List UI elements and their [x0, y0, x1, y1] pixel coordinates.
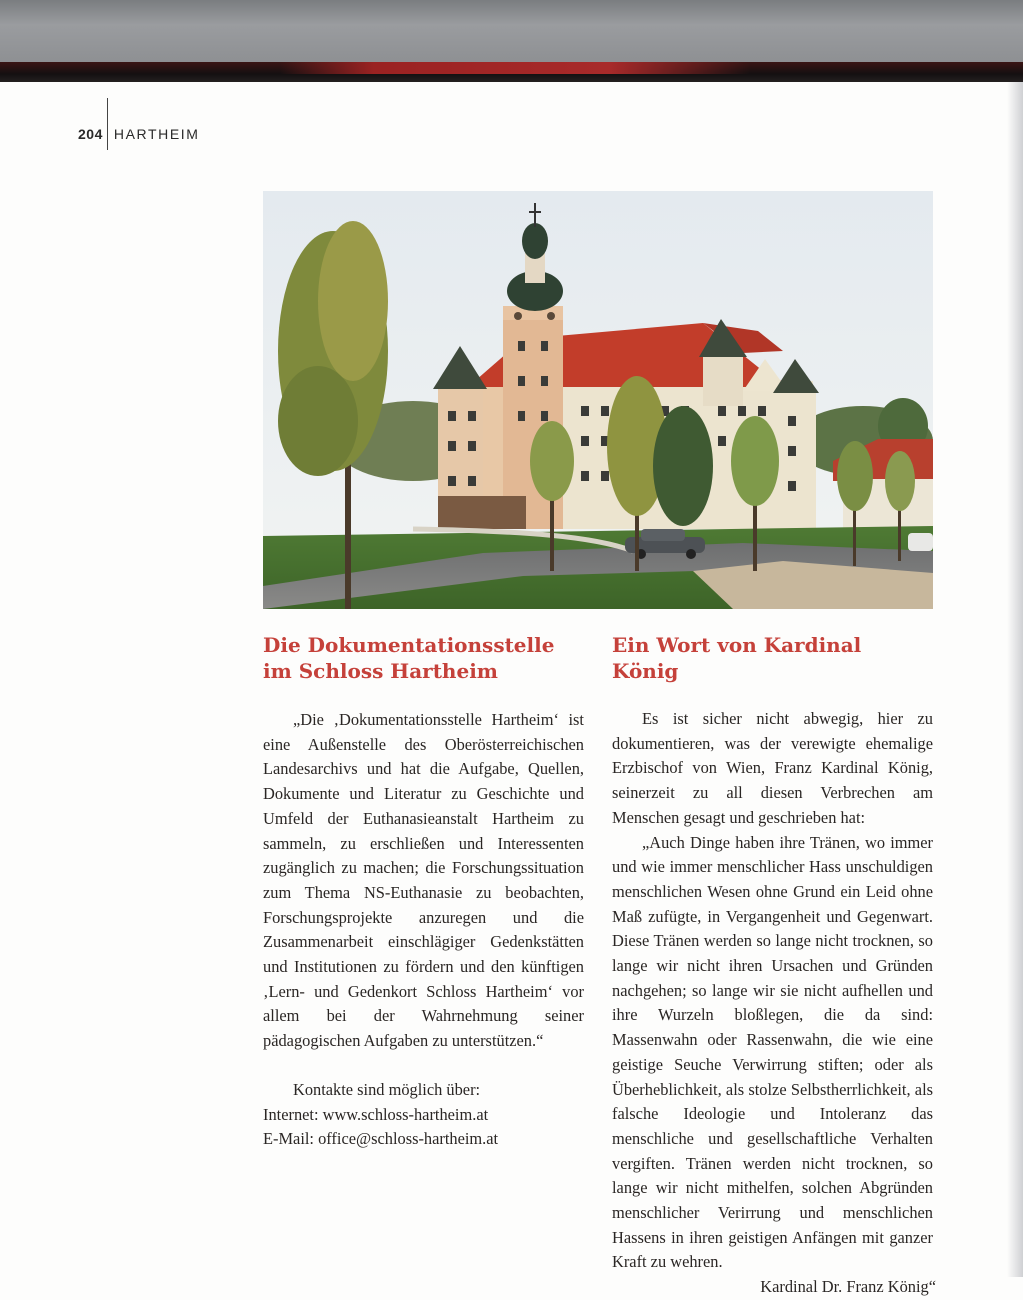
right-heading: Ein Wort von Kardinal König — [612, 633, 862, 683]
red-cover-edge — [280, 62, 750, 74]
right-column — [612, 632, 936, 1300]
contact-email: E-Mail: office@schloss-hartheim.at — [263, 1129, 499, 1149]
left-heading-line2: im Schloss Hartheim — [263, 659, 498, 683]
signature: Kardinal Dr. Franz König“ — [760, 1277, 936, 1297]
section-title: HARTHEIM — [113, 126, 200, 142]
castle-photo — [263, 191, 933, 609]
koenig-quote: „Auch Dinge haben ihre Tränen, wo immer und wie immer menschlicher Hass unschuldigen menschlichen Wesen ohne Grund ein Leid ohne Maß zufügte, in Vergangenheit und Gegenwart. Diese Tränen werden so lange nicht trocknen, so lange wir nicht ihren Ursachen und Gründen nachgehen; so lange wir sie nicht aufhellen und ihre Wurzeln bloßlegen, die da sind: Massenwahn oder Rassenwahn, die wie eine geistige Seuche Verwirrung stiften; oder als Überheblichkeit, als stolze Selbstherrlichkeit, als falsche Ideologie und Intoleranz das menschliche und gesellschaftliche Verhalten vergiften. Tränen werden nicht trocknen, so lange wir nicht mithelfen, solchen Abgründen menschlicher Verirrung und menschlichen Hassens in ihren geistigen Anfängen mit ganzer Kraft zu wehren. — [612, 832, 933, 1272]
scan-top-strip — [0, 0, 1023, 62]
running-header — [78, 108, 200, 160]
contact-internet: Internet: www.schloss-hartheim.at — [263, 1104, 489, 1124]
header-divider — [107, 98, 108, 150]
dokumentationsstelle-quote: „Die ‚Dokumentationsstelle Hartheim‘ ist eine Außenstelle des Oberösterreichischen Landesarchivs und hat die Aufgabe, Quellen, Dokumente und Literatur zu Geschichte und Umfeld der Euthanasieanstalt Hartheim zu sammeln, zu erschließen und Interessenten zugänglich zu machen; die Forschungssituation zum Thema NS-Euthanasie zu beobachten, Forschungsprojekte anzuregen und die Zusammenarbeit einschlägiger Gedenkstätten und Institutionen zu fördern und den künftigen ‚Lern- und Gedenkort Schloss Hartheim‘ vor allem bei der Wahrnehmung seiner pädagogischen Aufgaben zu unterstützen.“ — [263, 710, 584, 1051]
page-number: 204 — [78, 126, 103, 142]
left-heading-line1: Die Dokumentationsstelle — [263, 633, 555, 657]
intro-paragraph: Es ist sicher nicht abwegig, hier zu dokumentieren, was der verewigte ehemalige Erzbischof von Wien, Franz Kardinal König, seinerzeit zu all diesen Verbrechen am Menschen gesagt und geschrieben hat: — [612, 709, 933, 827]
paragraph-spacer — [263, 1054, 584, 1078]
scan-right-shadow — [1007, 82, 1023, 1277]
left-column — [263, 632, 584, 1152]
contact-intro: Kontakte sind möglich über: — [293, 1079, 481, 1099]
left-heading — [263, 632, 584, 684]
scan-binding-edge — [0, 62, 1023, 82]
